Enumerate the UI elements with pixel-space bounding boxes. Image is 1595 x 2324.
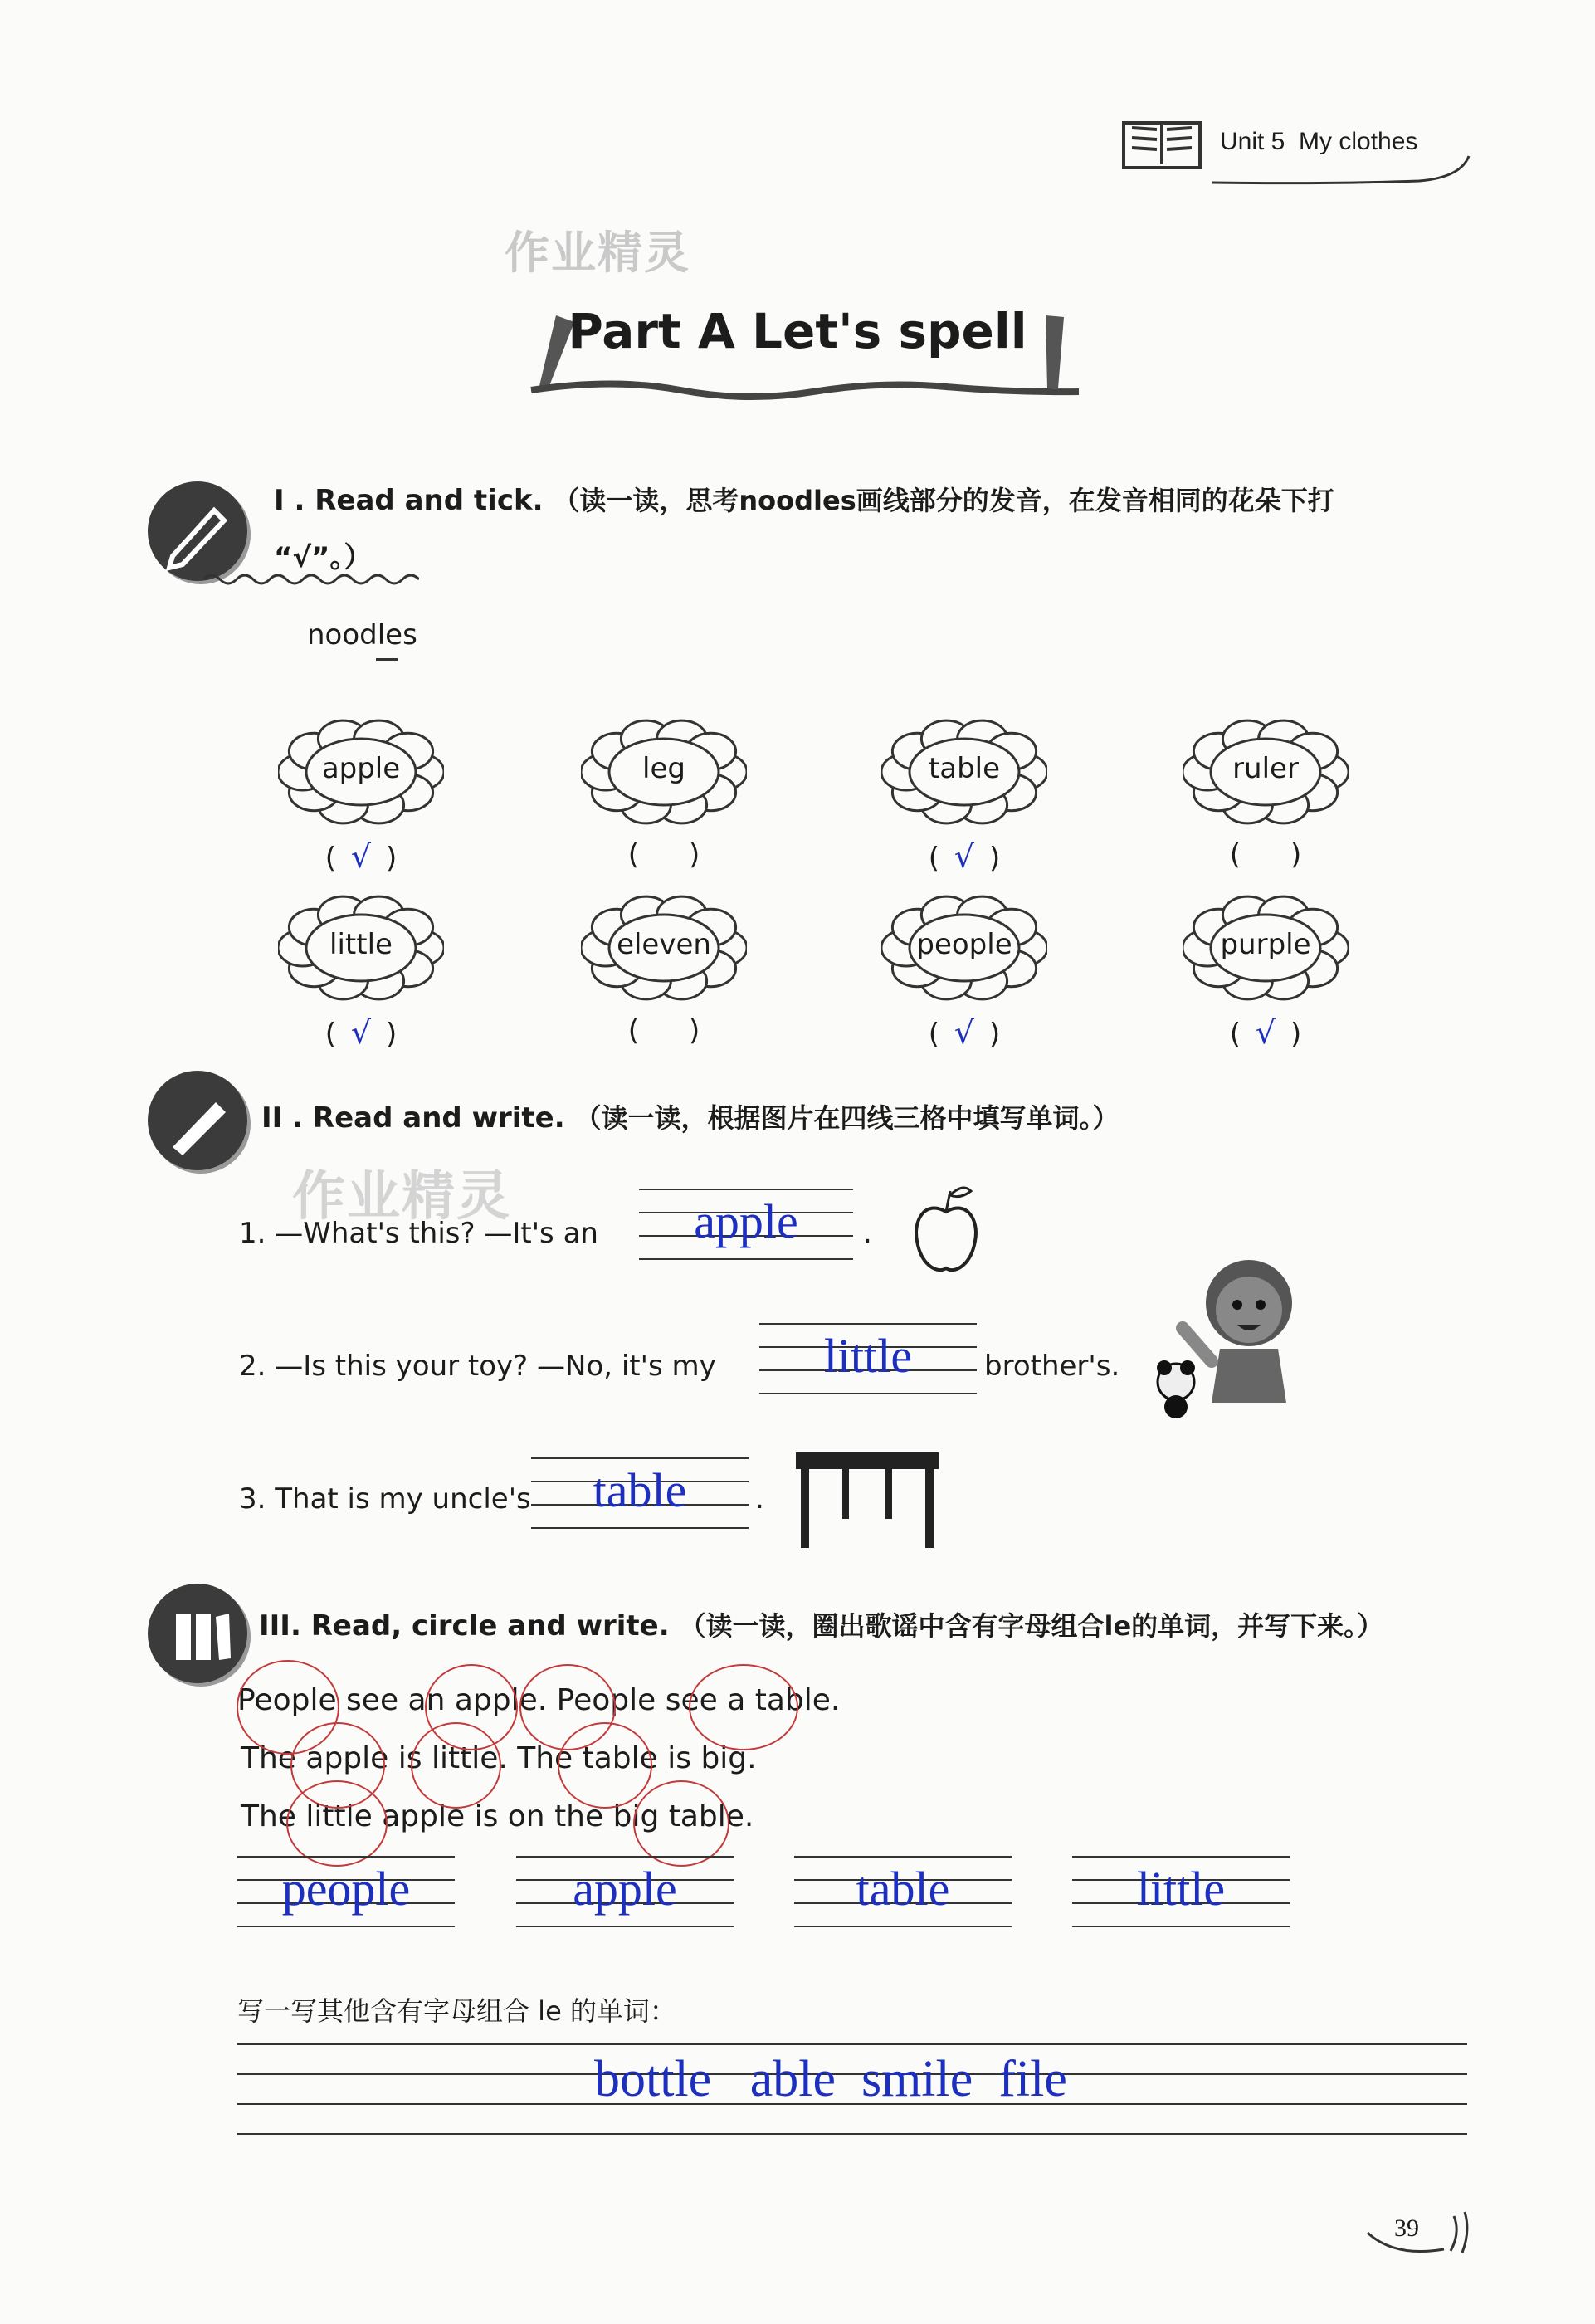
books-icon xyxy=(148,1584,247,1683)
song-line-1: People see an apple. People see a table. xyxy=(237,1683,841,1717)
answer-field-1[interactable] xyxy=(639,1189,853,1258)
flower-leg xyxy=(581,714,747,838)
other-words-answer: bottle able smile file xyxy=(594,2051,1067,2107)
answer-field-apple[interactable] xyxy=(516,1856,734,1926)
song-line-2: The apple is little. The table is big. xyxy=(241,1741,757,1775)
page-title: Part A Let's spell xyxy=(568,303,1027,359)
section1-title: I . Read and tick. xyxy=(274,484,544,517)
circle-mark xyxy=(633,1780,729,1867)
header-swirl xyxy=(1203,149,1477,191)
answer-field-3[interactable] xyxy=(531,1457,749,1527)
book-icon xyxy=(1120,115,1203,173)
section3-heading xyxy=(259,1605,1383,1643)
flower-little xyxy=(278,890,444,1014)
flower-word: leg xyxy=(642,752,685,785)
circle-mark xyxy=(411,1722,501,1809)
tick-mark: √ xyxy=(350,838,372,875)
example-underline xyxy=(376,658,398,661)
pencil-icon xyxy=(148,481,247,581)
tick-box-ruler[interactable]: ( ) xyxy=(1229,838,1302,872)
circle-mark xyxy=(689,1664,798,1750)
section1-instruction-2: “√”。） xyxy=(274,541,373,574)
section1-heading xyxy=(274,480,1334,518)
answer-2: little xyxy=(823,1329,913,1383)
tick-box-purple[interactable]: ( √ ) xyxy=(1229,1014,1302,1051)
answer-field-2[interactable] xyxy=(759,1323,977,1393)
tick-box-table[interactable]: ( √ ) xyxy=(928,838,1001,875)
unit-header xyxy=(1120,108,1477,191)
question-2: 2. —Is this your toy? —No, it's my xyxy=(239,1350,716,1383)
answer-3: table xyxy=(593,1463,687,1517)
circle-answer: apple xyxy=(573,1862,677,1916)
flower-word: table xyxy=(928,752,1001,785)
wavy-line xyxy=(203,571,419,588)
flower-word: people xyxy=(916,928,1012,961)
flower-purple xyxy=(1183,890,1349,1014)
flower-word: eleven xyxy=(617,928,711,961)
section2-title: II . Read and write. xyxy=(261,1101,565,1135)
page-number-swirl xyxy=(1361,2200,1477,2258)
unit-number: Unit 5 xyxy=(1220,128,1285,155)
example-word: noodles xyxy=(307,618,417,652)
answer-field-people[interactable] xyxy=(237,1856,455,1926)
flower-word: apple xyxy=(321,752,401,785)
circle-answer: people xyxy=(281,1862,411,1916)
tick-box-apple[interactable]: ( √ ) xyxy=(324,838,398,875)
pen-icon xyxy=(148,1071,247,1170)
flower-word: little xyxy=(329,928,393,961)
circle-mark xyxy=(558,1722,652,1809)
tick-mark: √ xyxy=(1255,1014,1276,1051)
tick-box-people[interactable]: ( √ ) xyxy=(928,1014,1001,1051)
flower-eleven xyxy=(581,890,747,1014)
question-1: 1. —What's this? —It's an xyxy=(239,1217,598,1250)
unit-name: My clothes xyxy=(1299,128,1418,155)
baby-with-panda-image xyxy=(1149,1245,1307,1419)
section3-title: III. Read, circle and write. xyxy=(259,1609,670,1643)
tick-box-eleven[interactable]: ( ) xyxy=(627,1014,700,1047)
section2-heading xyxy=(261,1097,1119,1135)
tick-mark: √ xyxy=(954,1014,975,1051)
flower-table xyxy=(881,714,1047,838)
watermark: 作业精灵 xyxy=(292,1166,511,1228)
flower-apple xyxy=(278,714,444,838)
flower-word: ruler xyxy=(1232,752,1299,785)
answer-field-little[interactable] xyxy=(1072,1856,1290,1926)
section2-instruction: （读一读，根据图片在四线三格中填写单词。） xyxy=(574,1102,1119,1134)
circle-answer: table xyxy=(856,1862,950,1916)
song-line-3: The little apple is on the big table. xyxy=(241,1799,754,1833)
circle-answer: little xyxy=(1136,1862,1226,1916)
question-3: 3. That is my uncle's xyxy=(239,1482,531,1516)
answer-field-table[interactable] xyxy=(794,1856,1012,1926)
flower-people xyxy=(881,890,1047,1014)
section1-instruction: （读一读，思考noodles画线部分的发音，在发音相同的花朵下打 xyxy=(553,485,1334,516)
watermark: 作业精灵 xyxy=(505,227,690,279)
question-3-end: . xyxy=(755,1482,764,1516)
circle-mark xyxy=(286,1780,388,1867)
section3-instruction: （读一读，圈出歌谣中含有字母组合le的单词，并写下来。） xyxy=(679,1610,1384,1642)
apple-icon xyxy=(909,1179,983,1278)
flower-ruler xyxy=(1183,714,1349,838)
table-icon xyxy=(793,1444,942,1552)
question-1-end: . xyxy=(863,1217,872,1250)
question-2-end: brother's. xyxy=(984,1350,1120,1383)
tick-box-leg[interactable]: ( ) xyxy=(627,838,700,872)
answer-1: apple xyxy=(694,1194,798,1248)
other-words-prompt: 写一写其他含有字母组合 le 的单词： xyxy=(237,1995,676,2027)
tick-mark: √ xyxy=(954,838,975,875)
other-words-field[interactable] xyxy=(237,2043,1467,2133)
flower-word: purple xyxy=(1220,928,1311,961)
page-number: 39 xyxy=(1394,2214,1419,2242)
tick-mark: √ xyxy=(350,1014,372,1051)
tick-box-little[interactable]: ( √ ) xyxy=(324,1014,398,1051)
